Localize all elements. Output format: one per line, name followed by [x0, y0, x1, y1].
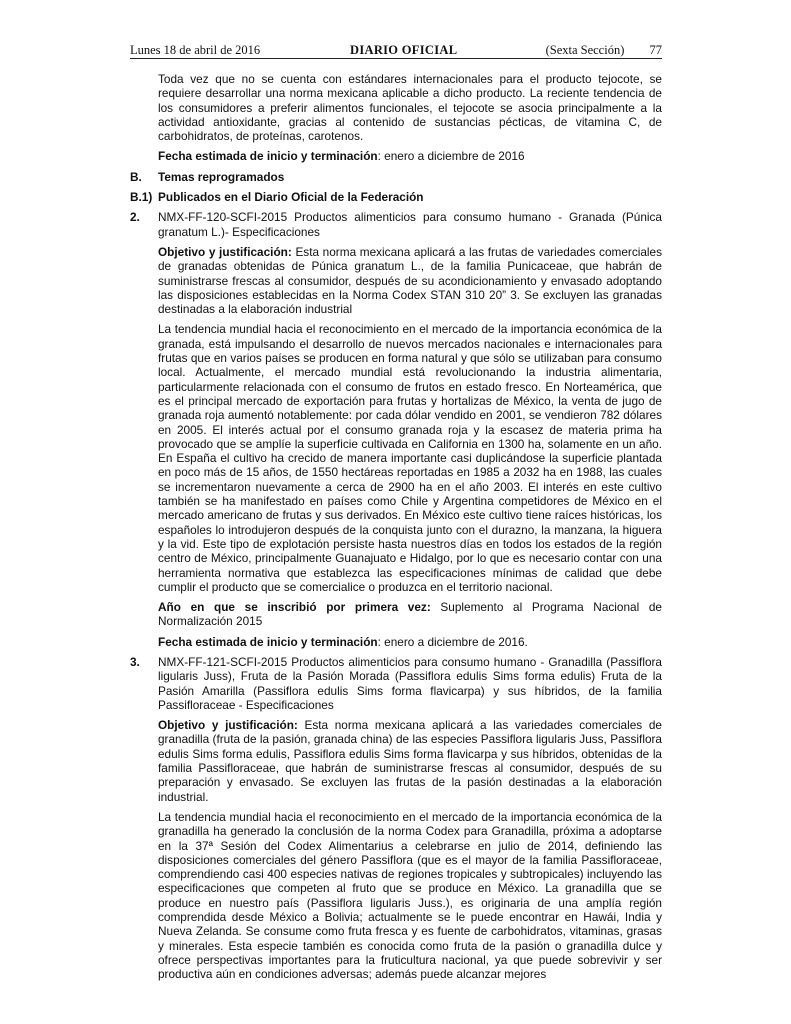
- item-3-objetivo-text: Esta norma mexicana aplicará a las variedades comerciales de granadilla (fruta de la pasión, granada china) de las especies Passiflora ligularis Juss, Passiflora edulis Sims forma edulis, Passiflora edulis Sims forma flavicarpa y sus híbridos, obtenidas de la familia Passifloraceae, que habrán de suministrarse frescas al consumidor, después de su preparación y envasado. Se excluyen las frutas de la pasión destinadas a la elaboración industrial.: [158, 718, 662, 804]
- item-2-objetivo: [158, 245, 662, 316]
- item-3-objetivo-label: Objetivo y justificación:: [158, 718, 298, 733]
- item-2-paragraph: La tendencia mundial hacia el reconocimiento en el mercado de la importancia económica de la granada, está impulsando el desarrollo de nuevos mercados nacionales e internacionales para frutas que en varios países se producen en forma natural y que sólo se utilizaban para consumo local. Actualmente, el mercado mundial está revolucionando la industria alimentaria, particularmente relacionada con el consumo de frutos en estado fresco. En Norteamérica, que es el principal mercado de exportación para frutas y hortalizas de México, la venta de jugo de granada roja aumentó notablemente: por cada dólar vendido en 2001, se vendieron 782 dólares en 2005. El interés actual por el consumo granada roja y la escasez de materia prima ha provocado que se amplíe la superficie cultivada en California en 1300 ha, solamente en un año. En España el cultivo ha crecido de manera importante casi duplicándose la superficie plantada en poco más de 15 años, de 1550 hectáreas reportadas en 1985 a 2032 ha en 1988, las cuales se incrementaron nuevamente a cerca de 2900 ha en el año 2003. El interés en este cultivo también se ha manifestado en países como Chile y Argentina competidores de México en el mercado americano de frutas y sus derivados. En México este cultivo tiene raíces históricas, los españoles lo introdujeron después de la conquista junto con el durazno, la manzana, la higuera y la vid. Este tipo de explotación persiste hasta nuestros días en todos los estados de la región centro de México, principalmente Guanajuato e Hidalgo, por lo que es necesario contar con una herramienta normativa que establezca las especificaciones mínimas de calidad que debe cumplir el producto que se comercialice o produzca en el territorio nacional.: [158, 322, 662, 594]
- item-3-objetivo: [158, 718, 662, 804]
- item-2-objetivo-label: Objetivo y justificación:: [158, 244, 292, 259]
- section-b-title: Temas reprogramados: [158, 169, 285, 184]
- intro-fecha-value: : enero a diciembre de 2016: [377, 149, 525, 164]
- section-b-number: B.: [130, 169, 142, 184]
- section-b1-heading: [130, 190, 662, 204]
- item-2-anio: [158, 600, 662, 629]
- intro-fecha-label: Fecha estimada de inicio y terminación: [158, 149, 378, 164]
- intro-paragraph: Toda vez que no se cuenta con estándares internacionales para el producto tejocote, se requiere desarrollar una norma mexicana aplicable a dicho producto. La reciente tendencia de los consumidores a preferir alimentos funcionales, el tejocote se asocia principalmente a la actividad antioxidante, gracias al contenido de sustancias pécticas, de vitamina C, de carbohidratos, de proteínas, carotenos.: [158, 72, 662, 144]
- section-b1-number: B.1): [130, 190, 153, 205]
- item-2-objetivo-text: Esta norma mexicana aplicará a las frutas de variedades comerciales de granadas obtenidas de Púnica granatum L., de la familia Punicaceae, que habrán de suministrarse frescas al consumidor, después de su acondicionamiento y envasado adoptando las disposiciones establecidas en la Norma Codex STAN 310 20” 3. Se excluyen las granadas destinadas a la elaboración industrial: [158, 244, 662, 317]
- header-section: (Sexta Sección): [545, 43, 625, 57]
- item-2-number: 2.: [130, 210, 140, 225]
- item-2-anio-label: Año en que se inscribió por primera vez:: [158, 600, 431, 615]
- page-header: [130, 42, 662, 59]
- item-2-anio-text: Suplemento al Programa Nacional de Normalización 2015: [158, 600, 662, 629]
- item-3-number: 3.: [130, 654, 140, 669]
- header-page-number: 77: [649, 43, 662, 57]
- document-body: [130, 72, 662, 988]
- header-publication: DIARIO OFICIAL: [350, 43, 458, 57]
- item-2-fecha-value: : enero a diciembre de 2016.: [377, 634, 528, 649]
- section-b-heading: [130, 170, 662, 184]
- item-3-paragraph: La tendencia mundial hacia el reconocimiento en el mercado de la importancia económica de la granadilla ha generado la conclusión de la norma Codex para Granadilla, próxima a adoptarse en la 37ª Sesión del Codex Alimentarius a celebrarse en julio de 2014, definiendo las disposiciones comerciales del género Passiflora (que es el mayor de la familia Passifloraceae, comprendiendo casi 400 especies nativas de regiones tropicales y subtropicales) incluyendo las especificaciones que competen al fruto que se produce en México. La granadilla que se produce en nuestro país (Passiflora ligularis Juss.), es originaria de una amplía región comprendida desde México a Bolivia; actualmente se le puede encontrar en Hawái, India y Nueva Zelanda. Se consume como fruta fresca y es fuente de carbohidratos, vitaminas, grasas y minerales. Esta especie también es conocida como fruta de la pasión o granadilla dulce y ofrece perspectivas importantes para la fruticultura nacional, ya que puede sobrevivir y ser productiva aún en condiciones adversas; además puede alcanzar mejores: [158, 809, 662, 982]
- header-section-page: [524, 42, 662, 58]
- item-2-title: NMX-FF-120-SCFI-2015 Productos alimenticios para consumo humano - Granada (Púnica granatum L.)- Especificaciones: [158, 210, 662, 239]
- section-b1-title: Publicados en el Diario Oficial de la Federación: [158, 190, 424, 205]
- item-3-title: NMX-FF-121-SCFI-2015 Productos alimenticios para consumo humano - Granadilla (Passiflora ligularis Juss), Fruta de la Pasión Morada (Passiflora edulis Sims forma edulis) Fruta de la Pasión Amarilla (Passiflora edulis Sims forma flavicarpa) y sus híbridos, de la familia Passifloraceae - Especificaciones: [158, 654, 662, 712]
- header-date: Lunes 18 de abril de 2016: [130, 43, 261, 57]
- intro-fecha: [158, 149, 662, 163]
- item-2-fecha-label: Fecha estimada de inicio y terminación: [158, 634, 378, 649]
- item-2-fecha: [158, 635, 662, 649]
- item-3: [130, 655, 662, 982]
- item-2: [130, 210, 662, 649]
